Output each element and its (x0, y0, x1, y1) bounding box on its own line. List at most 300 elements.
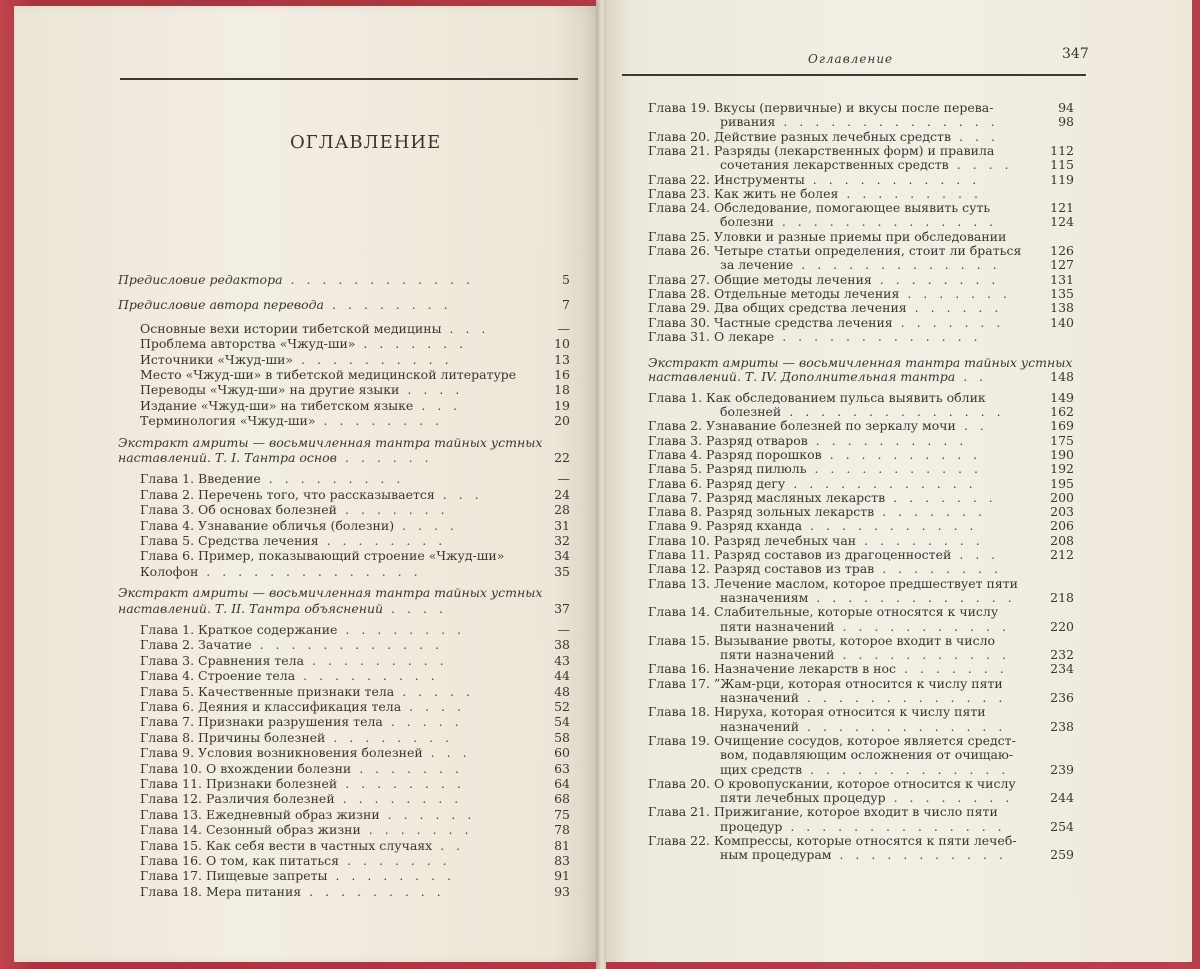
toc-entry-title: Глава 7. Признаки разрушения тела (140, 714, 383, 730)
toc-entry-title: Глава 2. Перечень того, что рассказывается (140, 486, 435, 502)
left-header-rule (120, 78, 578, 80)
toc-page-number: 83 (554, 853, 570, 868)
toc-entry-title: Проблема авторства «Чжуд-ши» (140, 336, 356, 352)
toc-entry-title: болезней (720, 404, 782, 419)
toc-entry (140, 637, 443, 652)
toc-entry (140, 684, 474, 699)
toc-entry (140, 668, 439, 683)
toc-entry (140, 398, 461, 413)
toc-page-number: 115 (1050, 157, 1074, 173)
toc-entry-title: Глава 15. Как себя вести в частных случаях (140, 837, 433, 853)
toc-entry (140, 533, 446, 548)
toc-page-number: 195 (1050, 475, 1074, 491)
toc-entry (648, 561, 1002, 576)
toc-entry (140, 868, 455, 883)
toc-entry (648, 833, 1017, 848)
toc-page-number: 140 (1050, 314, 1074, 330)
toc-entry-title: Глава 30. Частные средства лечения (648, 314, 893, 330)
toc-leader-dots: . . . . . . . . (334, 791, 463, 807)
toc-page-number: 31 (554, 517, 570, 533)
page-number: 347 (1062, 46, 1089, 62)
toc-page-number: 43 (554, 652, 570, 668)
toc-leader-dots: . . . . . . . . . (260, 471, 405, 487)
toc-entry-title: назначений (720, 690, 800, 705)
toc-page-number: 78 (554, 822, 570, 838)
toc-entry (720, 819, 1006, 834)
toc-page-number: 24 (554, 486, 570, 502)
toc-page-number: 98 (1058, 114, 1074, 130)
toc-leader-dots: . . . . . . . . . . . . (282, 272, 474, 287)
toc-page-number: 238 (1050, 718, 1074, 734)
toc-leader-dots: . . . . . . . . (871, 271, 1000, 287)
toc-leader-dots: . . . . . . . . . . . . (251, 637, 444, 653)
toc-leader-dots: . . . . . . . . . (301, 883, 445, 899)
toc-entry-title: Глава 7. Разряд масляных лекарств (648, 489, 886, 505)
toc-leader-dots: . . . . . . . . . . . (802, 518, 978, 534)
toc-entry-title: Глава 2. Зачатие (140, 637, 252, 653)
toc-entry (140, 352, 453, 367)
toc-entry (140, 791, 462, 806)
toc-entry-title: Экстракт амриты — восьмичленная тантра тайных устных (118, 585, 543, 601)
toc-leader-dots: . . . . . . . . (325, 729, 453, 745)
toc-entry-title: Колофон (140, 563, 199, 579)
toc-page-number: 75 (554, 806, 570, 822)
toc-leader-dots: . . . . . . . . . . . (806, 461, 982, 477)
toc-page-number: 52 (554, 699, 570, 714)
toc-entry (648, 200, 990, 215)
toc-leader-dots: . . . . . . . . . . (807, 432, 968, 448)
toc-page-number: 220 (1050, 618, 1074, 634)
toc-entry-title: Глава 14. Сезонный образ жизни (140, 822, 361, 838)
toc-leader-dots: . . . . (383, 600, 447, 616)
toc-page-number: 58 (554, 729, 570, 745)
toc-entry-title: Глава 21. Разряды (лекарственных форм) и правила (648, 142, 995, 158)
toc-page-number: 22 (554, 450, 570, 465)
toc-entry (140, 653, 448, 668)
toc-entry-title: Экстракт амриты — восьмичленная тантра тайных устных (648, 355, 1073, 371)
running-head: Оглавление (808, 52, 894, 66)
toc-entry-title: Глава 8. Разряд зольных лекарств (648, 504, 875, 520)
toc-page-number: 68 (554, 791, 570, 807)
toc-leader-dots: . . . . . . . (355, 336, 468, 352)
toc-entry (648, 229, 1006, 244)
toc-leader-dots: . . . . (948, 157, 1013, 173)
toc-entry-title: Глава 6. Пример, показывающий строение «Чжуд-ши» (140, 548, 505, 564)
toc-leader-dots: . . . . . . . . (874, 561, 1002, 577)
toc-page-number: 64 (554, 776, 570, 791)
toc-entry (648, 604, 998, 619)
toc-entry (720, 590, 1016, 605)
toc-page-number: 244 (1050, 790, 1074, 806)
toc-leader-dots: . . . . . . . . . . . . . (793, 257, 1001, 273)
toc-leader-dots: . . . . . . . (360, 822, 473, 838)
toc-entry-title: Глава 5. Средства лечения (140, 533, 319, 548)
toc-entry (140, 714, 463, 729)
toc-entry-title: Глава 1. Введение (140, 471, 261, 487)
right-header-rule (622, 74, 1086, 76)
toc-leader-dots: . . . . . . . . . (838, 185, 982, 201)
toc-entry (648, 804, 998, 819)
toc-entry-title: пяти назначений (720, 647, 835, 663)
toc-entry (648, 129, 999, 144)
toc-page-number: 10 (554, 336, 570, 352)
toc-entry-title: Глава 9. Разряд кханда (648, 518, 803, 534)
toc-entry (648, 286, 1011, 301)
toc-entry (140, 745, 471, 760)
toc-entry-title: Глава 19. Очищение сосудов, которое является средст- (648, 732, 1016, 748)
toc-leader-dots: . . . . . . . . . . . . . . (773, 214, 998, 230)
toc-entry-title: Глава 22. Компрессы, которые относятся к пяти лечеб- (648, 833, 1017, 848)
toc-entry-title: наставлений. Т. IV. Дополнительная тантра (648, 369, 956, 385)
toc-entry-title: Глава 16. Назначение лекарств в нос (648, 661, 897, 677)
toc-entry-title: Место «Чжуд-ши» в тибетской медицинской литературе (140, 367, 517, 382)
toc-leader-dots: . . . . . . . . . . . . . . (198, 563, 422, 579)
toc-entry-title: Глава 12. Различия болезней (140, 791, 335, 807)
toc-entry (720, 647, 1010, 662)
toc-entry-title: Глава 6. Деяния и классификация тела (140, 699, 402, 714)
toc-leader-dots: . . . . . . . . (885, 790, 1014, 806)
toc-leader-dots: . . (955, 369, 988, 385)
toc-entry-title: Глава 3. Сравнения тела (140, 652, 305, 668)
toc-leader-dots: . . . . . . . . . . . . . (774, 328, 982, 344)
toc-entry (118, 297, 452, 312)
toc-entry (720, 719, 1006, 734)
toc-page-number: 94 (1058, 100, 1074, 115)
toc-entry-title: Глава 19. Вкусы (первичные) и вкусы после перева- (648, 100, 994, 115)
toc-entry (720, 790, 1013, 805)
toc-entry (140, 321, 489, 336)
toc-entry-title: сочетания лекарственных средств (720, 157, 949, 173)
toc-page-number: 169 (1050, 418, 1074, 434)
toc-leader-dots: . . . . . . . . . . . . . (808, 589, 1016, 605)
toc-leader-dots: . . . . . . . . . . . (834, 618, 1010, 634)
toc-entry (648, 476, 977, 491)
toc-entry-title: Глава 31. О лекаре (648, 328, 775, 344)
toc-page-number: 35 (554, 563, 570, 579)
toc-leader-dots: . . . . . . . (351, 760, 463, 776)
toc-entry-title: Экстракт амриты — восьмичленная тантра тайных устных (118, 434, 543, 450)
toc-entry-title: Глава 20. Действие разных лечебных средств (648, 128, 951, 144)
toc-page-number: 54 (554, 714, 570, 730)
toc-entry-title: Глава 14. Слабительные, которые относятся к числу (648, 604, 999, 620)
toc-entry (648, 733, 1016, 748)
toc-page-number: 81 (554, 837, 570, 853)
toc-entry (140, 471, 404, 486)
toc-entry (140, 502, 449, 517)
toc-entry-title: Переводы «Чжуд-ши» на другие языки (140, 382, 400, 398)
toc-entry (648, 661, 1008, 676)
toc-leader-dots: . . . . (394, 517, 458, 533)
toc-entry (648, 576, 1018, 591)
toc-entry-title: Глава 10. О вхождении болезни (140, 760, 352, 776)
toc-leader-dots: . . . . . . . (885, 489, 997, 505)
toc-leader-dots: . . . . (399, 382, 464, 398)
toc-entry (648, 390, 986, 405)
toc-entry (720, 747, 1013, 762)
toc-entry-title: Глава 12. Разряд составов из трав (648, 561, 875, 577)
toc-entry-title: Основные вехи истории тибетской медицины (140, 320, 442, 336)
toc-leader-dots: . . (432, 837, 465, 853)
toc-leader-dots: . . . . . . . . . . . . . . (782, 818, 1006, 834)
toc-entry (720, 157, 1013, 172)
book-gutter (596, 0, 606, 969)
toc-page-number: 175 (1050, 432, 1074, 448)
toc-entry-title: Глава 4. Разряд порошков (648, 446, 822, 462)
toc-entry (118, 272, 474, 287)
toc-page-number: 7 (562, 297, 570, 313)
toc-entry-title: Глава 24. Обследование, помогающее выявить суть (648, 200, 991, 216)
toc-entry (720, 404, 1005, 419)
toc-page-number: 236 (1050, 690, 1074, 705)
toc-leader-dots: . . (955, 418, 988, 434)
toc-page-number: 206 (1050, 518, 1074, 534)
toc-entry-title: Глава 13. Лечение маслом, которое предшествует пяти (648, 575, 1019, 591)
toc-entry-title: Глава 18. Мера питания (140, 883, 302, 899)
toc-leader-dots: . . . . . . . . (324, 297, 452, 313)
toc-page-number: 234 (1050, 661, 1074, 677)
toc-entry (140, 413, 443, 428)
toc-leader-dots: . . . . . . . (899, 285, 1012, 301)
toc-leader-dots: . . . . . . . . . . . (834, 647, 1010, 663)
toc-leader-dots: . . . . . . . . . . . . . (799, 690, 1007, 705)
toc-entry (648, 504, 986, 519)
toc-page-number: 13 (554, 351, 570, 367)
toc-page-number: — (557, 320, 570, 336)
toc-entry-title: щих средств (720, 761, 803, 777)
toc-entry (140, 518, 458, 533)
toc-entry-title: Глава 17. ”Жам-рци, которая относится к числу пяти (648, 675, 1003, 691)
toc-entry-title: ным процедурам (720, 847, 832, 863)
toc-leader-dots: . . . . . . . . . . . (831, 847, 1007, 863)
toc-page-number: 124 (1050, 214, 1074, 230)
toc-page-number: 192 (1050, 461, 1074, 477)
toc-entry-title: Издание «Чжуд-ши» на тибетском языке (140, 397, 414, 413)
toc-entry (648, 461, 982, 476)
toc-leader-dots: . . . . . . . . . . . (804, 171, 981, 187)
toc-page-number: 239 (1050, 761, 1074, 777)
page-title: ОГЛАВЛЕНИЕ (290, 132, 442, 153)
toc-leader-dots: . . . . . . . . (337, 622, 465, 637)
toc-entry-title: Глава 5. Качественные признаки тела (140, 683, 395, 699)
toc-page-number: 63 (554, 760, 570, 776)
toc-entry (648, 418, 988, 433)
toc-entry (720, 214, 997, 229)
toc-page-number: 218 (1050, 589, 1074, 605)
toc-leader-dots: . . . . . (394, 683, 474, 699)
toc-leader-dots: . . . (422, 745, 471, 761)
toc-entry-title: Глава 27. Общие методы лечения (648, 271, 872, 287)
toc-entry-title: Глава 18. Нируха, которая относится к числу пяти (648, 704, 986, 720)
toc-leader-dots: . . . . . . . . . . . . . . (781, 404, 1005, 419)
toc-entry (140, 807, 475, 822)
toc-page-number: 232 (1050, 647, 1074, 663)
toc-entry-title: Глава 1. Как обследованием пульса выявить облик (648, 389, 986, 405)
toc-leader-dots: . . . . . . . (892, 314, 1005, 330)
toc-entry-title: назначениям (720, 589, 809, 605)
toc-entry (118, 435, 542, 450)
toc-page-number: 20 (554, 413, 570, 429)
toc-entry-title: Глава 10. Разряд лечебных чан (648, 532, 857, 548)
toc-entry-title: пяти лечебных процедур (720, 790, 886, 806)
toc-entry (140, 853, 451, 868)
toc-page-number: 48 (554, 683, 570, 699)
toc-page-number: 200 (1050, 489, 1074, 505)
toc-leader-dots: . . . . . . (336, 450, 433, 465)
toc-entry (648, 490, 997, 505)
toc-page-number: 190 (1050, 446, 1074, 462)
toc-entry (720, 847, 1007, 862)
toc-page-number: 148 (1050, 369, 1074, 385)
toc-entry (648, 300, 1002, 315)
toc-entry-title: Глава 20. О кровопускании, которое относится к числу (648, 775, 1016, 791)
toc-entry-title: Глава 23. Как жить не болея (648, 185, 839, 201)
toc-entry-title: Глава 25. Уловки и разные приемы при обследовании (648, 228, 1007, 244)
toc-entry (140, 548, 504, 563)
toc-page-number: 91 (554, 868, 570, 884)
toc-entry (720, 114, 999, 129)
toc-leader-dots: . . . . . (382, 714, 463, 730)
toc-page-number: — (557, 471, 570, 487)
toc-entry-title: Глава 15. Вызывание рвоты, которое входит в число (648, 632, 996, 648)
toc-entry (118, 585, 542, 600)
toc-entry (140, 699, 465, 714)
toc-leader-dots: . . . . . . . . (327, 868, 456, 884)
toc-entry-title: Глава 3. Разряд отваров (648, 432, 808, 448)
toc-page-number: 119 (1050, 171, 1074, 187)
toc-leader-dots: . . . (441, 320, 490, 336)
toc-entry-title: Глава 11. Разряд составов из драгоценностей (648, 547, 952, 562)
toc-entry (140, 336, 467, 351)
toc-entry-title: ривания (720, 114, 776, 130)
toc-entry-title: Глава 4. Узнавание обличья (болезни) (140, 517, 395, 533)
toc-entry (140, 838, 464, 853)
toc-entry (648, 547, 999, 562)
toc-page-number: 28 (554, 502, 570, 518)
toc-leader-dots: . . . . . . . . . . . . . (799, 718, 1007, 734)
toc-leader-dots: . . . . . . . . (318, 533, 447, 548)
toc-entry (648, 776, 1016, 791)
toc-entry-title: процедур (720, 818, 783, 834)
toc-entry (648, 100, 993, 115)
toc-entry-title: Глава 28. Отдельные методы лечения (648, 285, 900, 301)
toc-entry-title: Глава 11. Признаки болезней (140, 776, 338, 791)
toc-entry-title: Глава 21. Прижигание, которое входит в число пяти (648, 804, 998, 820)
toc-entry-title: Глава 8. Причины болезней (140, 729, 326, 745)
toc-page-number: — (557, 622, 570, 637)
toc-entry (648, 676, 1003, 691)
toc-entry (118, 601, 447, 616)
toc-leader-dots: . . . . . . . (339, 853, 451, 868)
toc-leader-dots: . . . (434, 486, 483, 502)
toc-entry-title: Глава 5. Разряд пилюль (648, 461, 807, 477)
toc-page-number: 121 (1050, 200, 1074, 216)
toc-page-number: 127 (1050, 257, 1074, 273)
toc-entry (648, 369, 987, 384)
toc-leader-dots: . . . . . . . . . . (821, 446, 982, 462)
toc-leader-dots: . . . . . . . . . (304, 652, 448, 668)
toc-entry (648, 315, 1004, 330)
toc-entry-title: Глава 9. Условия возникновения болезней (140, 745, 423, 761)
toc-entry-title: Глава 22. Инструменты (648, 171, 805, 187)
toc-entry-title: Глава 26. Четыре статьи определения, стоит ли браться (648, 243, 1022, 258)
toc-entry (140, 564, 422, 579)
toc-leader-dots: . . . . (401, 699, 465, 714)
toc-entry (648, 243, 1021, 258)
toc-leader-dots: . . . . . . (906, 300, 1003, 316)
toc-page-number: 138 (1050, 300, 1074, 316)
toc-entry (140, 622, 465, 637)
toc-entry (648, 329, 982, 344)
toc-entry (720, 619, 1010, 634)
toc-entry-title: болезни (720, 214, 774, 230)
toc-entry-title: Глава 16. О том, как питаться (140, 853, 340, 868)
toc-page-number: 259 (1050, 847, 1074, 863)
toc-entry-title: Глава 13. Ежедневный образ жизни (140, 806, 380, 822)
toc-page-number: 212 (1050, 547, 1074, 562)
toc-entry (720, 257, 1001, 272)
toc-page-number: 32 (554, 533, 570, 548)
toc-entry (648, 272, 999, 287)
toc-entry (720, 762, 1009, 777)
toc-entry-title: Глава 4. Строение тела (140, 668, 296, 684)
toc-entry (648, 355, 1072, 370)
toc-page-number: 112 (1050, 142, 1074, 158)
toc-page-number: 60 (554, 745, 570, 761)
toc-page-number: 93 (554, 883, 570, 899)
toc-leader-dots: . . . . . . . . . . (293, 351, 453, 367)
toc-entry (648, 704, 986, 719)
toc-entry-title: Предисловие редактора (118, 272, 283, 287)
toc-entry (140, 487, 483, 502)
toc-entry (648, 186, 982, 201)
toc-page-number: 149 (1050, 389, 1074, 405)
toc-page-number: 18 (554, 382, 570, 398)
toc-page-number: 16 (554, 367, 570, 382)
toc-page-number: 126 (1050, 243, 1074, 258)
toc-entry-title: Глава 29. Два общих средства лечения (648, 300, 907, 316)
toc-page-number: 34 (554, 548, 570, 564)
toc-entry-title: наставлений. Т. I. Тантра основ (118, 450, 337, 465)
toc-entry (140, 776, 465, 791)
toc-entry (648, 143, 994, 158)
toc-entry-title: Глава 2. Узнавание болезней по зеркалу мочи (648, 418, 956, 434)
toc-entry (140, 822, 472, 837)
toc-entry-title: вом, подавляющим осложнения от очищаю- (720, 747, 1014, 763)
toc-entry (720, 690, 1006, 705)
toc-entry (648, 518, 978, 533)
toc-entry (118, 450, 433, 465)
toc-entry (140, 367, 516, 382)
toc-page-number: 38 (554, 637, 570, 653)
toc-entry-title: Глава 3. Об основах болезней (140, 502, 337, 518)
toc-entry-title: Глава 6. Разряд дегу (648, 475, 786, 491)
toc-entry (648, 633, 995, 648)
toc-leader-dots: . . . (951, 547, 1000, 562)
toc-entry (140, 730, 453, 745)
toc-entry (140, 884, 445, 899)
toc-leader-dots: . . . . . . . . . . . . . (802, 761, 1010, 777)
toc-entry (648, 447, 981, 462)
toc-entry (648, 533, 984, 548)
toc-entry-title: Глава 1. Краткое содержание (140, 622, 338, 637)
toc-page-number: 44 (554, 668, 570, 684)
toc-page-number: 254 (1050, 818, 1074, 834)
toc-page-number: 203 (1050, 504, 1074, 520)
toc-leader-dots: . . . . . . . . (315, 413, 444, 429)
toc-leader-dots: . . . . . . (379, 806, 476, 822)
toc-entry (648, 433, 967, 448)
toc-entry-title: Предисловие автора перевода (118, 297, 325, 313)
